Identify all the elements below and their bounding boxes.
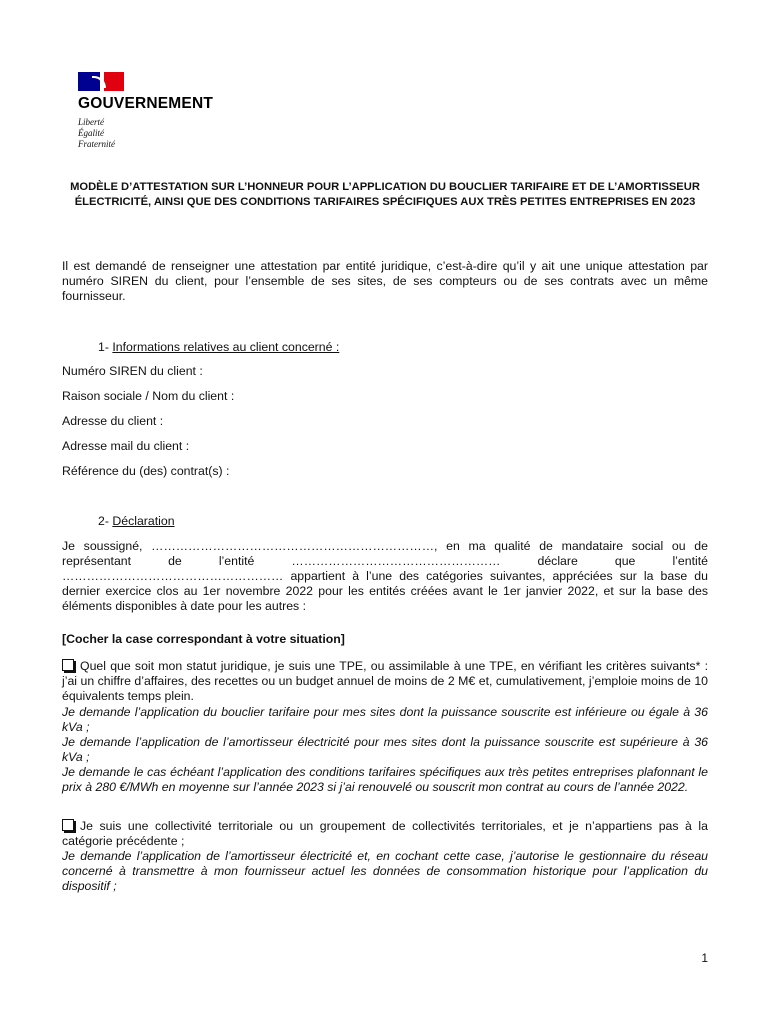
motto-line: Fraternité	[78, 139, 115, 149]
field-email: Adresse mail du client :	[62, 439, 190, 453]
option-tpe	[62, 659, 708, 704]
section-title: Informations relatives au client concerné :	[112, 340, 340, 354]
checkbox-tpe[interactable]	[62, 659, 74, 671]
field-contract-reference: Référence du (des) contrat(s) :	[62, 464, 230, 478]
field-siren: Numéro SIREN du client :	[62, 364, 203, 378]
option-tpe-line: Je demande le cas échéant l’application des conditions tarifaires spécifiques aux très petites entreprises plafonnant le prix à 280 €/MWh en moyenne sur l’année 2023 si j’ai renouvelé ou souscrit mon contrat au cours de l’année 2022.	[62, 765, 708, 794]
option-collectivity	[62, 819, 708, 849]
page-number: 1	[701, 951, 708, 965]
declaration-paragraph: Je soussigné, ……………………………………………………………, en ma qualité de mandataire social ou de représentant de l’entité …………………………………………… déclare que l’entité ……………………………………………… appartient à l’une des catégories suivantes, appréciées sur la base du dernier exercice clos au 1er novembre 2022 pour les entités créées avant le 1er janvier 2022, et sur la base des éléments disponibles à date pour les autres :	[62, 539, 708, 613]
instruction-text: [Cocher la case correspondant à votre situation]	[62, 632, 345, 646]
motto	[78, 117, 238, 150]
document-title: MODÈLE D’ATTESTATION SUR L’HONNEUR POUR L’APPLICATION DU BOUCLIER TARIFAIRE ET DE L’AMORTISSEUR ÉLECTRICITÉ, AINSI QUE DES CONDITIONS TARIFAIRES SPÉCIFIQUES AUX TRÈS PETITES ENTREPRISES EN 2023	[70, 181, 700, 208]
section-title: Déclaration	[112, 514, 175, 528]
marianne-flag-icon	[78, 72, 124, 91]
option-tpe-text: Quel que soit mon statut juridique, je suis une TPE, ou assimilable à une TPE, en vérifiant les critères suivants* : j’ai un chiffre d’affaires, des recettes ou un budget annuel de moins de 2 M€ et, cumulativement, j’emploie moins de 10 équivalents temps plein.	[62, 659, 708, 703]
motto-line: Égalité	[78, 128, 104, 138]
motto-line: Liberté	[78, 117, 104, 127]
intro-paragraph: Il est demandé de renseigner une attestation par entité juridique, c’est-à-dire qu’il y ait une unique attestation par numéro SIREN du client, pour l’ensemble de ses sites, de ses compteurs ou de ses contrats avec un même fournisseur.	[62, 259, 708, 303]
section-number: 1-	[98, 340, 109, 354]
option-collectivity-text: Je suis une collectivité territoriale ou un groupement de collectivités territoriales, et je n’appartiens pas à la catégorie précédente ;	[62, 819, 708, 848]
checkbox-collectivity[interactable]	[62, 819, 74, 831]
field-address: Adresse du client :	[62, 414, 164, 428]
section-number: 2-	[98, 514, 109, 528]
option-tpe-line: Je demande l’application de l’amortisseur électricité pour mes sites dont la puissance souscrite est supérieure à 36 kVa ;	[62, 735, 708, 764]
option-collectivity-line: Je demande l’application de l’amortisseur électricité et, en cochant cette case, j’autorise le gestionnaire du réseau concerné à transmettre à mon fournisseur actuel les données de consommation historique pour l’application du dispositif ;	[62, 849, 708, 893]
government-logo	[78, 72, 238, 150]
section-2-heading	[98, 514, 175, 529]
field-company-name: Raison sociale / Nom du client :	[62, 389, 235, 403]
option-tpe-line: Je demande l’application du bouclier tarifaire pour mes sites dont la puissance souscrite est inférieure ou égale à 36 kVa ;	[62, 705, 708, 734]
section-1-heading	[98, 340, 339, 355]
government-name: GOUVERNEMENT	[78, 95, 214, 112]
